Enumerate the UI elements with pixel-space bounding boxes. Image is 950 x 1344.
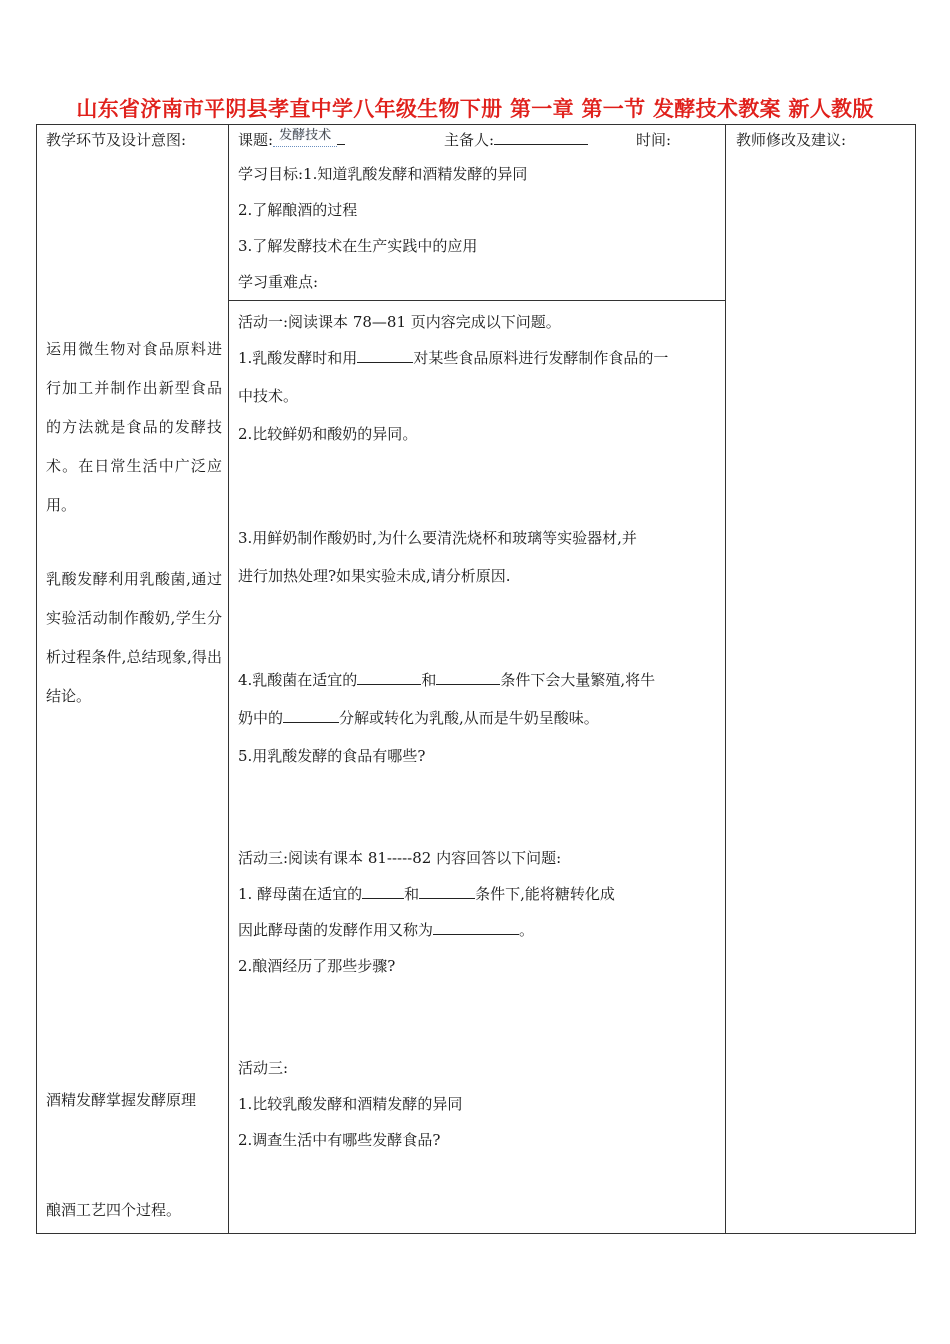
preparer-label: 主备人: [444,131,495,149]
activity-1-question-1-cont: 中技术。 [238,387,299,405]
activity-1-question-3: 3.用鲜奶制作酸奶时,为什么要清洗烧杯和玻璃等实验器材,并 [238,529,637,547]
lesson-topic-stamp: 发酵技术 [273,126,337,147]
activity-2-question-2: 2.酿酒经历了那些步骤? [238,957,396,975]
answer-blank [433,920,519,935]
question-text: 奶中的 [238,709,284,727]
right-heading: 教师修改及建议: [736,131,847,149]
question-text: 对某些食品原料进行发酵制作食品的一 [413,349,669,367]
question-text: 1.乳酸发酵时和用 [238,349,358,367]
activity-1-question-5: 5.用乳酸发酵的食品有哪些? [238,747,426,765]
question-text: 1. 酵母菌在适宜的 [238,885,363,903]
activity-1-question-4-cont [238,708,599,728]
answer-blank [283,708,339,723]
question-text: 条件下会大量繁殖,将牛 [500,671,656,689]
left-note-alcohol-fermentation: 酒精发酵掌握发酵原理 [46,1091,197,1109]
question-text: 分解或转化为乳酸,从而是牛奶呈酸味。 [339,709,599,727]
activity-3-heading: 活动三: [238,1059,289,1077]
preparer-field [444,130,588,150]
objective-line-1: 学习目标:1.知道乳酸发酵和酒精发酵的异同 [238,165,528,183]
lesson-header [238,130,345,153]
left-note-lactic-fermentation: 乳酸发酵利用乳酸菌,通过实验活动制作酸奶,学生分析过程条件,总结现象,得出结论。 [46,570,222,705]
document-title: 山东省济南市平阴县孝直中学八年级生物下册 第一章 第一节 发酵技术教案 新人教版 [76,96,874,121]
activity-1-question-3-cont: 进行加热处理?如果实验未成,请分析原因. [238,567,511,585]
column-divider-right [725,124,726,1234]
lesson-plan-table [36,124,916,1234]
preparer-blank [494,130,588,145]
activity-2-question-1 [238,884,615,904]
lesson-label: 课题: [238,131,274,149]
objective-line-2: 2.了解酿酒的过程 [238,201,358,219]
activity-3-question-2: 2.调查生活中有哪些发酵食品? [238,1131,441,1149]
answer-blank [357,348,413,363]
activity-1-question-1 [238,348,668,368]
activity-1-heading: 活动一:阅读课本 78—81 页内容完成以下问题。 [238,313,561,331]
answer-blank [436,670,500,685]
column-divider-left [228,124,229,1234]
question-text: 和 [404,885,420,903]
activity-1-question-4 [238,670,655,690]
answer-blank [357,670,421,685]
question-text: 条件下,能将糖转化成 [475,885,615,903]
objective-line-3: 3.了解发酵技术在生产实践中的应用 [238,237,478,255]
left-heading: 教学环节及设计意图: [46,131,187,149]
activity-3-question-1: 1.比较乳酸发酵和酒精发酵的异同 [238,1095,463,1113]
left-note-food-fermentation: 运用微生物对食品原料进行加工并制作出新型食品的方法就是食品的发酵技术。在日常生活中广泛应用。 [46,340,222,514]
blank [337,130,345,145]
activity-1-question-2: 2.比较鲜奶和酸奶的异同。 [238,425,418,443]
objectives-divider [228,300,725,301]
question-text: 因此酵母菌的发酵作用又称为 [238,921,434,939]
answer-blank [362,884,404,899]
left-note-brewing-process: 酿酒工艺四个过程。 [46,1201,182,1219]
question-text: 。 [519,921,535,939]
question-text: 和 [421,671,437,689]
time-label: 时间: [636,131,672,149]
activity-2-question-1-cont [238,920,534,940]
key-points-label: 学习重难点: [238,273,319,291]
activity-2-heading: 活动三:阅读有课本 81-----82 内容回答以下问题: [238,849,562,867]
question-text: 4.乳酸菌在适宜的 [238,671,358,689]
answer-blank [419,884,475,899]
